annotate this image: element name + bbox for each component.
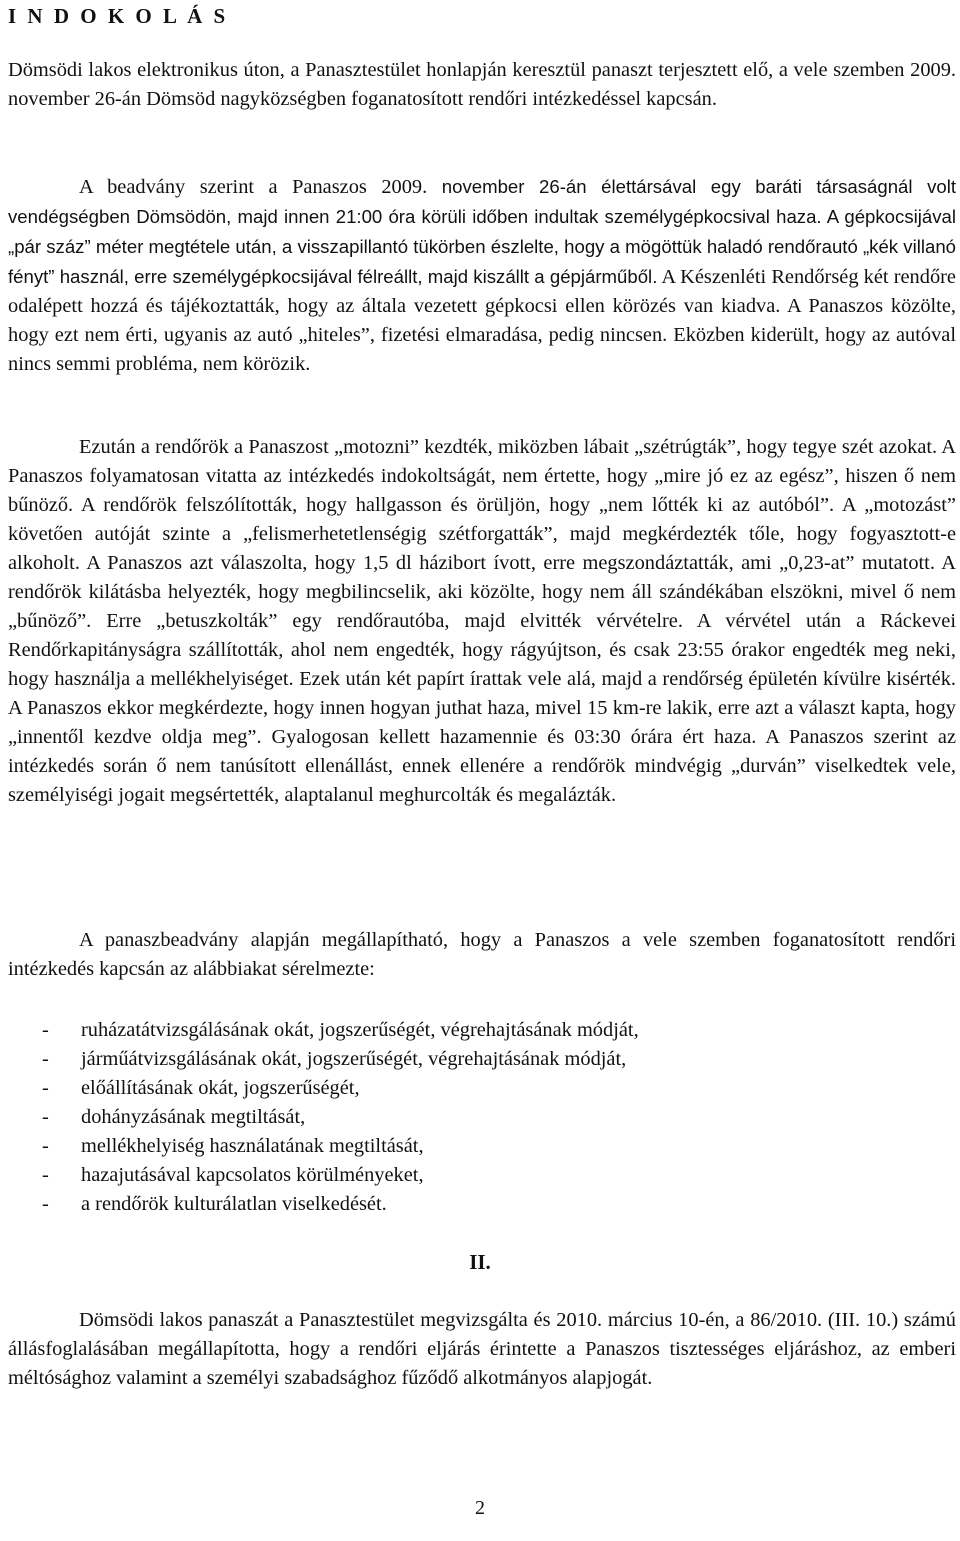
list-marker: - bbox=[42, 1164, 49, 1186]
list-item-text: járműátvizsgálásának okát, jogszerűségét, végrehajtásának módját, bbox=[81, 1048, 627, 1070]
list-item-text: dohányzásának megtiltását, bbox=[81, 1106, 306, 1128]
summary-sans-part: november 26-án élettársával egy baráti társaságnál volt vendégségben Dömsödön, majd innen 21:00 óra körüli időben indultak személygépkocsival haza. A gépkocsijával „pár száz” méter megtétele után, a visszapillantó tükörben észlelte, hogy a mögöttük haladó rendőrautó „kék villanó fényt” használ, erre személygépkocsijával félreállt, majd kiszállt a gépjárműből. bbox=[8, 176, 956, 287]
list-item bbox=[8, 1190, 908, 1219]
list-marker: - bbox=[42, 1019, 49, 1041]
list-item bbox=[8, 1074, 908, 1103]
findings-paragraph: Dömsödi lakos panaszát a Panasztestület megvizsgálta és 2010. március 10-én, a 86/2010. (III. 10.) számú állásfoglalásában megállapította, hogy a rendőri eljárás érintette a Panaszos tisztességes eljáráshoz, az emberi méltósághoz valamint a személyi szabadsághoz fűződő alkotmányos alapjogát. bbox=[8, 1309, 956, 1389]
list-item-text: mellékhelyiség használatának megtiltását, bbox=[81, 1135, 424, 1157]
list-item-text: hazajutásával kapcsolatos körülményeket, bbox=[81, 1164, 424, 1186]
document-heading: I N D O K O L Á S bbox=[8, 4, 229, 28]
list-marker: - bbox=[42, 1077, 49, 1099]
grievance-intro-paragraph: A panaszbeadvány alapján megállapítható, hogy a Panaszos a vele szemben foganatosított rendőri intézkedés kapcsán az alábbiakat sérelmezte: bbox=[8, 929, 956, 980]
section-number: II. bbox=[469, 1250, 491, 1274]
list-marker: - bbox=[42, 1048, 49, 1070]
page-number: 2 bbox=[475, 1497, 485, 1519]
grievance-list bbox=[8, 1016, 908, 1219]
list-marker: - bbox=[42, 1135, 49, 1157]
list-item bbox=[8, 1016, 908, 1045]
list-item-text: ruházatátvizsgálásának okát, jogszerűségét, végrehajtásának módját, bbox=[81, 1019, 639, 1041]
list-item bbox=[8, 1045, 908, 1074]
list-marker: - bbox=[42, 1193, 49, 1215]
list-marker: - bbox=[42, 1106, 49, 1128]
list-item bbox=[8, 1103, 908, 1132]
intro-paragraph: Dömsödi lakos elektronikus úton, a Panasztestület honlapján keresztül panaszt terjesztett elő, a vele szemben 2009. november 26-án Dömsöd nagyközségben foganatosított rendőri intézkedéssel kapcsán. bbox=[8, 59, 956, 110]
complaint-summary-paragraph bbox=[8, 172, 956, 379]
incident-details-paragraph: Ezután a rendőrök a Panaszost „motozni” kezdték, miközben lábait „szétrúgták”, hogy tegye szét azokat. A Panaszos folyamatosan vitatta az intézkedés indokoltságát, nem értette, hogy „mire jó ez az egész”, hiszen ő nem bűnöző. A rendőrök felszólították, hogy hallgasson és örüljön, hogy „nem lőtték ki az autóból”. A „motozást” követően autóját szinte a „felismerhetetlenségig szétforgatták”, majd megkérdezték tőle, hogy fogyasztott-e alkoholt. A Panaszos azt válaszolta, hogy 1,5 dl házibort ívott, erre megszondáztatták, ami „0,23-at” mutatott. A rendőrök kilátásba helyezték, hogy megbilincselik, aki közölte, hogy nem áll szándékában elszökni, mivel ő nem „bűnöző”. Erre „betuszkolták” egy rendőrautóba, majd elvitték vérvételre. A vérvétel után a Ráckevei Rendőrkapitányságra szállították, ahol nem engedték, hogy rágyújtson, és csak 23:55 órakor engedték meg neki, hogy használja a mellékhelyiséget. Ezek után két papírt írattak vele alá, majd a rendőrség épületén kívülre kisérték. A Panaszos ekkor megkérdezte, hogy innen hogyan juthat haza, mivel 15 km-re lakik, erre azt a választ kapta, hogy „innentől kezdve oldja meg”. Gyalogosan kellett hazamennie és 03:30 órára ért haza. A Panaszos szerint az intézkedés során ő nem tanúsított ellenállást, ennek ellenére a rendőrök mindvégig „durván” viselkedtek vele, személyiségi jogait megsértették, alaptalanul meghurcolták és megalázták. bbox=[8, 436, 957, 806]
list-item-text: a rendőrök kulturálatlan viselkedését. bbox=[81, 1193, 387, 1215]
summary-serif-start: A beadvány szerint a Panaszos 2009. bbox=[79, 176, 428, 198]
list-item bbox=[8, 1161, 908, 1190]
list-item bbox=[8, 1132, 908, 1161]
summary-serif-end: A Készenléti Rendőrség két rendőre odalépett hozzá és tájékoztatták, hogy az általa vezetett gépkocsi ellen körözés van kiadva. A Panaszos közölte, hogy ezt nem érti, ugyanis az autó „hiteles”, fizetési elmaradása, pedig nincsen. Eközben kiderült, hogy az autóval nincs semmi probléma, nem körözik. bbox=[8, 266, 956, 375]
list-item-text: előállításának okát, jogszerűségét, bbox=[81, 1077, 360, 1099]
